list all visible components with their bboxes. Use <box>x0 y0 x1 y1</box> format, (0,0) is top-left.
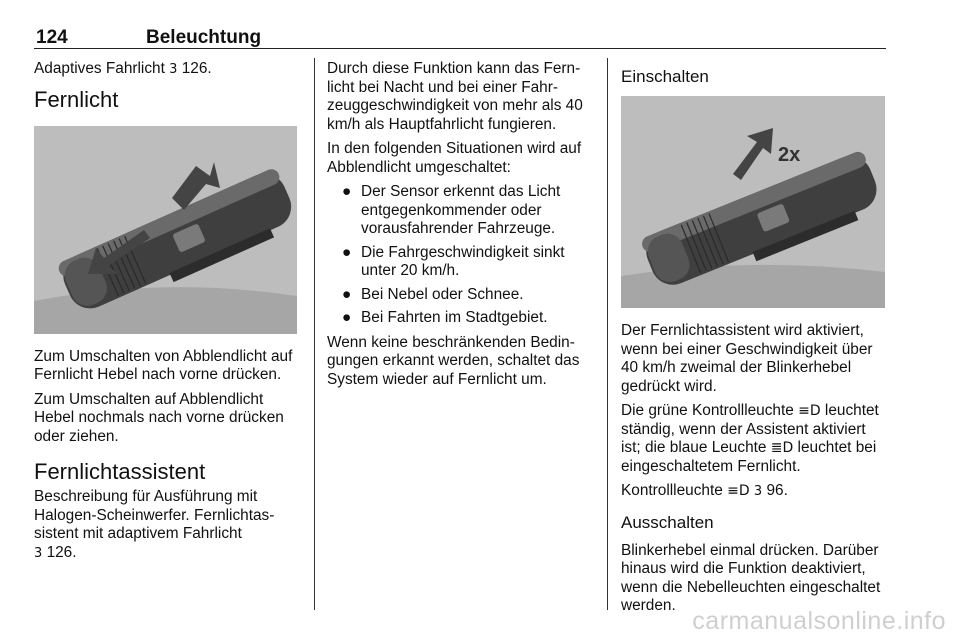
chapter-title: Beleuchtung <box>146 27 262 48</box>
cross-reference[interactable]: Kontrollleuchte ≡D 3 96. <box>621 482 788 499</box>
page-number: 124 <box>36 27 68 48</box>
paragraph-reset: Wenn keine beschränkenden Bedingungen erkannt werden, schaltet das System wieder auf Fernlicht um. <box>327 333 580 388</box>
bullet-icon: ● <box>342 285 352 303</box>
high-beam-icon: ≣D <box>770 440 794 456</box>
paragraph-deactivation: Blinkerhebel einmal drücken. Darüber hinaus wird die Funktion deaktiviert, wenn die Nebelleuchten eingeschaltet werden. <box>621 541 881 614</box>
paragraph-function: Durch diese Funktion kann das Fernlicht bei Nacht und bei einer Fahrzeuggeschwindigkeit von mehr als 40 km/h als Hauptfahrlicht fungieren. <box>327 60 583 133</box>
lever-figure-push-twice <box>621 96 885 308</box>
bullet-icon: ● <box>342 309 352 326</box>
indicator-lever-illustration <box>621 96 885 308</box>
paragraph-activation: Der Fernlichtassistent wird aktiviert, wenn bei einer Geschwindigkeit über 40 km/h zweimal der Blinkerhebel gedrückt wird. <box>621 322 873 395</box>
heading-ausschalten: Ausschalten <box>621 512 714 532</box>
column-2 <box>327 60 595 395</box>
column-1 <box>34 60 300 569</box>
paragraph-assist-description: Beschreibung für Ausführung mit Halogen-Scheinwerfer. Fernlichtassistent mit adaptivem Fahrlicht <box>34 488 275 542</box>
cross-reference[interactable]: 3 126. <box>34 543 77 561</box>
column-divider-2 <box>607 58 608 610</box>
bullet-icon: ● <box>342 183 352 200</box>
paragraph-indicator: Die grüne Kontrollleuchte ≡D leuchtet ständig, wenn der Assistent aktiviert ist; die blaue Leuchte ≣D leuchtet bei eingeschaltetem Fernlicht. <box>621 402 879 475</box>
column-divider-1 <box>314 58 315 610</box>
cross-reference[interactable]: Adaptives Fahrlicht 3 126. <box>34 60 212 77</box>
high-beam-assist-icon: ≡D <box>727 483 750 499</box>
figure-label-2x: 2x <box>778 144 801 166</box>
heading-einschalten: Einschalten <box>621 67 709 86</box>
indicator-lever-illustration <box>34 126 297 334</box>
page-header <box>34 24 886 49</box>
paragraph-situations: In den folgenden Situationen wird auf Abblendlicht umgeschaltet: <box>327 140 582 176</box>
watermark: carmanualsonline.info <box>692 607 946 635</box>
high-beam-assist-icon: ≡D <box>798 403 821 419</box>
arrow-reference-icon: 3 <box>34 545 43 561</box>
arrow-reference-icon: 3 <box>169 62 178 77</box>
situations-list <box>327 183 595 328</box>
heading-fernlichtassistent: Fernlichtassistent <box>34 459 206 484</box>
bullet-icon: ● <box>342 243 352 261</box>
list-item: ● Der Sensor erkennt das Licht entgegenkommender oder vorausfahrender Fahrzeuge. <box>342 183 561 237</box>
lever-figure-push-pull <box>34 126 297 334</box>
arrow-reference-icon: 3 <box>753 484 763 499</box>
paragraph-switch-high: Zum Umschalten von Abblendlicht auf Fernlicht Hebel nach vorne drücken. <box>34 347 293 383</box>
list-item: ● Bei Nebel oder Schnee. <box>342 285 524 303</box>
heading-fernlicht: Fernlicht <box>34 86 119 112</box>
list-item: ● Die Fahrgeschwindigkeit sinkt unter 20 km/h. <box>342 243 565 279</box>
column-3 <box>621 60 887 622</box>
list-item: ● Bei Fahrten im Stadtgebiet. <box>342 309 548 326</box>
paragraph-switch-low: Zum Umschalten auf Abblendlicht Hebel nochmals nach vorne drücken oder ziehen. <box>34 390 284 445</box>
